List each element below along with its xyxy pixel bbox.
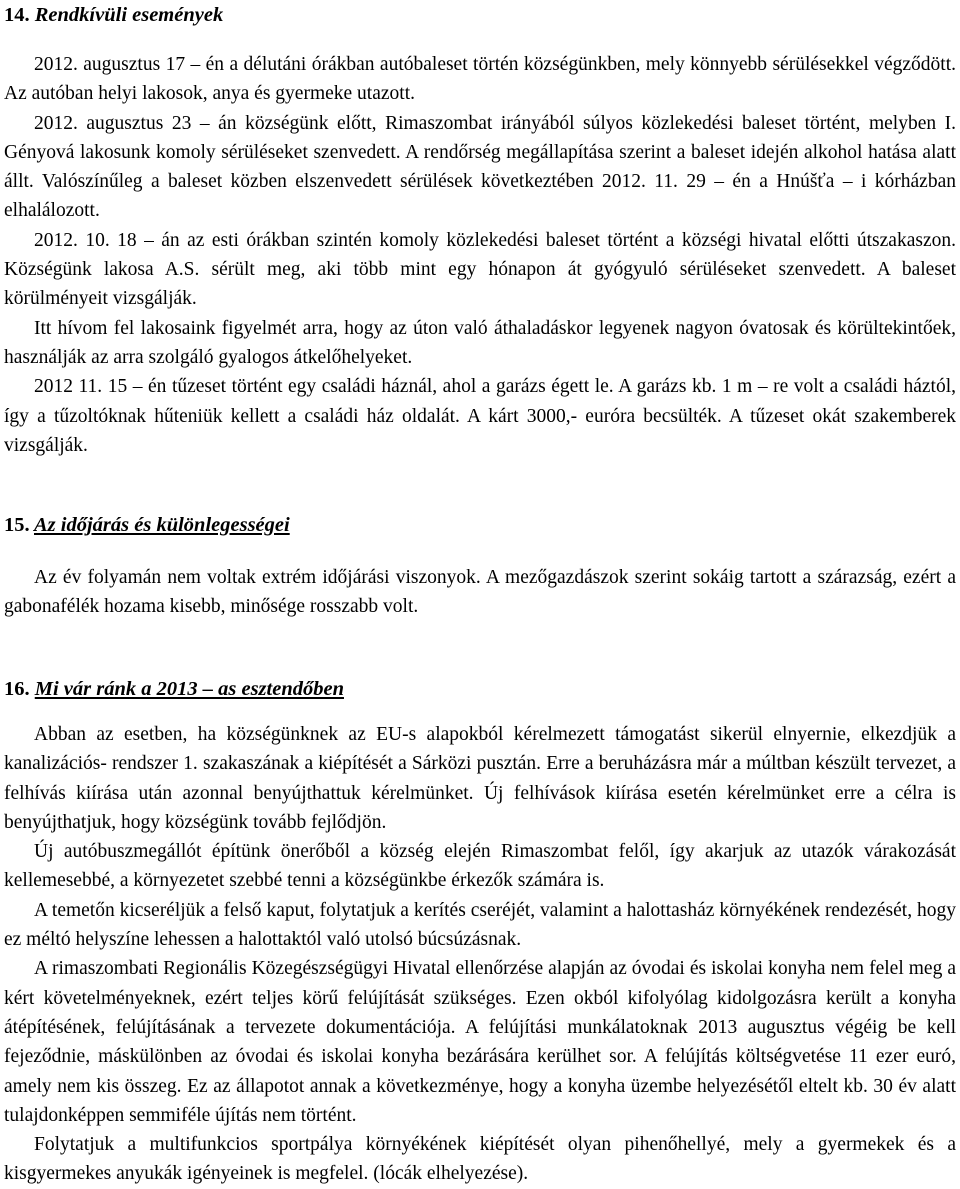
section-16-heading: [4, 676, 344, 702]
paragraph: A temetőn kicseréljük a felső kaput, folytatjuk a kerítés cseréjét, valamint a halottasház környékének rendezését, hogy ez méltó helyszíne lehessen a halottaktól való utolsó búcsúzásnak.: [4, 899, 956, 951]
paragraph: 2012. augusztus 17 – én a délutáni órákban autóbaleset történ községünkben, mely könnyebb sérülésekkel végződött. Az autóban helyi lakosok, anya és gyermeke utazott.: [4, 54, 956, 105]
section-number: 14.: [4, 4, 30, 26]
paragraph: 2012 11. 15 – én tűzeset történt egy családi háznál, ahol a garázs égett le. A garázs kb. 1 m – re volt a családi háztól, így a tűzoltóknak hűteniük kellett a családi ház oldalát. A kárt 3000,- euróra becsülték. A tűzeset okát szakemberek vizsgálják.: [4, 376, 956, 456]
section-15-heading: [4, 512, 290, 538]
section-title: Mi vár ránk a 2013 – as esztendőben: [34, 678, 344, 700]
paragraph: Itt hívom fel lakosaink figyelmét arra, hogy az úton való áthaladáskor legyenek nagyon óvatosak és körültekintőek, használják az arra szolgáló gyalogos átkelőhelyeket.: [4, 317, 956, 368]
section-title: Az időjárás és különlegességei: [34, 514, 290, 536]
section-number: 16.: [4, 678, 30, 700]
paragraph: 2012. augusztus 23 – án községünk előtt, Rimaszombat irányából súlyos közlekedési baleset történt, melyben I. Gényová lakosunk komoly sérüléseket szenvedett. A rendőrség megállapítása szerint a baleset idején alkohol hatása alatt állt. Valószínűleg a baleset közben elszenvedett sérülések következtében 2012. 11. 29 – én a Hnúšťa – i kórházban elhalálozott.: [4, 112, 956, 222]
section-14-heading: [4, 2, 223, 28]
paragraph: Folytatjuk a multifunkcios sportpálya környékének kiépítését olyan pihenőhellyé, mely a gyermekek és a kisgyermekes anyukák igényeinek is megfelel. (lócák elhelyezése).: [4, 1134, 956, 1185]
paragraph: A rimaszombati Regionális Közegészségügyi Hivatal ellenőrzése alapján az óvodai és iskolai konyha nem felel meg a kért követelményeknek, ezért teljes körű felújítását szükséges. Ezen okból kifolyólag kidolgozásra került a konyha átépítésének, felújításának a tervezete dokumentációja. A felújítási munkálatoknak 2013 augusztus végéig be kell fejeződnie, máskülönben az óvodai és iskolai konyha bezárására kerülhet sor. A felújítás költségvetése 11 ezer euró, amely nem kis összeg. Ez az állapotot annak a következménye, hogy a konyha üzembe helyezésétől eltelt kb. 30 év alatt tulajdonképpen semmiféle újítás nem történt.: [4, 958, 956, 1126]
paragraph: Az év folyamán nem voltak extrém időjárási viszonyok. A mezőgazdászok szerint sokáig tartott a szárazság, ezért a gabonafélék hozama kisebb, minősége rosszabb volt.: [4, 567, 956, 618]
section-14-body: [4, 50, 956, 460]
paragraph: Új autóbuszmegállót építünk önerőből a község elején Rimaszombat felől, így akarjuk az utazók várakozását kellemesebbé, a környezetet szebbé tenni a községünkbe érkezők számára is.: [4, 841, 956, 892]
section-title: Rendkívüli események: [34, 4, 224, 26]
section-16-body: [4, 720, 956, 1189]
section-15-body: [4, 563, 956, 622]
section-number: 15.: [4, 514, 30, 536]
paragraph: 2012. 10. 18 – án az esti órákban szintén komoly közlekedési baleset történt a községi hivatal előtti útszakaszon. Községünk lakosa A.S. sérült meg, aki több mint egy hónapon át gyógyuló sérüléseket szenvedett. A baleset körülményeit vizsgálják.: [4, 229, 956, 310]
paragraph: Abban az esetben, ha községünknek az EU-s alapokból kérelmezett támogatást sikerül elnyernie, elkezdjük a kanalizációs- rendszer 1. szakaszának a kiépítését a Sárközi pusztán. Erre a beruházásra már a múltban készült tervezet, a felhívás kiírása után azonnal benyújthattuk kérelmünket. Új felhívások kiírása esetén kérelmünket erre a célra is benyújthatjuk, hogy községünk tovább fejlődjön.: [4, 724, 956, 833]
